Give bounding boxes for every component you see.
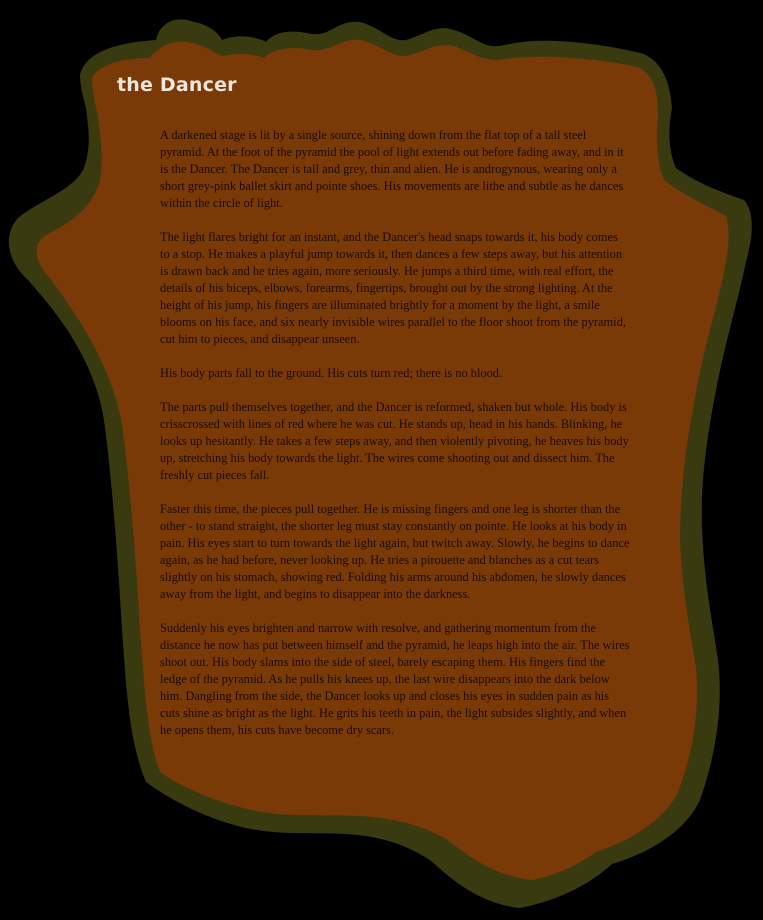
story-paragraph: Suddenly his eyes brighten and narrow with resolve, and gathering momentum from the distance he now has put between himself and the pyramid, he leaps high into the air. The wires shoot out. His body slams into the side of steel, barely escaping them. His fingers find the ledge of the pyramid. As he pulls his knees up, the last wire disappears into the dark below him. Dangling from the side, the Dancer looks up and closes his eyes in sudden pain as his cuts shine as bright as the light. He grits his teeth in pain, the light subsides slightly, and when he opens them, his cuts have become dry scars. bbox=[160, 621, 630, 737]
story-paragraph: His body parts fall to the ground. His cuts turn red; there is no blood. bbox=[160, 366, 503, 380]
story-paragraph: A darkened stage is lit by a single source, shining down from the flat top of a tall steel pyramid. At the foot of the pyramid the pool of light extends out before fading away, and in it is the Dancer. The Dancer is tall and grey, thin and alien. He is androgynous, wearing only a short grey-pink ballet skirt and pointe shoes. His movements are lithe and subtle as he dances within the circle of light. bbox=[160, 128, 624, 210]
story-paragraph: The light flares bright for an instant, and the Dancer's head snaps towards it, his body comes to a stop. He makes a playful jump towards it, then dances a few steps away, but his attention is drawn back and he tries again, more seriously. He jumps a third time, with real effort, the details of his biceps, elbows, forearms, fingertips, brought out by the strong lighting. At the height of his jump, his fingers are illuminated brightly for a moment by the light, a smile blooms on his face, and six nearly invisible wires parallel to the floor shoot from the pyramid, cut him to pieces, and disappear unseen. bbox=[160, 230, 626, 346]
story-paragraph: Faster this time, the pieces pull together. He is missing fingers and one leg is shorter than the other - to stand straight, the shorter leg must stay constantly on pointe. He looks at his body in pain. His eyes start to turn towards the light again, but twitch away. Slowly, he begins to dance again, as he had before, never looking up. He tries a pirouette and blanches as a cut tears slightly on his stomach, showing red. Folding his arms around his abdomen, he slowly dances away from the light, and begins to disappear into the darkness. bbox=[160, 502, 630, 601]
story-paragraph: The parts pull themselves together, and the Dancer is reformed, shaken but whole. His body is crisscrossed with lines of red where he was cut. He stands up, head in his hands. Blinking, he looks up hesitantly. He takes a few steps away, and then violently pivoting, he heaves his body up, stretching his body towards the light. The wires come shooting out and dissect him. The freshly cut pieces fall. bbox=[160, 400, 629, 482]
story-text bbox=[160, 127, 630, 756]
page-title: the Dancer bbox=[117, 74, 237, 96]
